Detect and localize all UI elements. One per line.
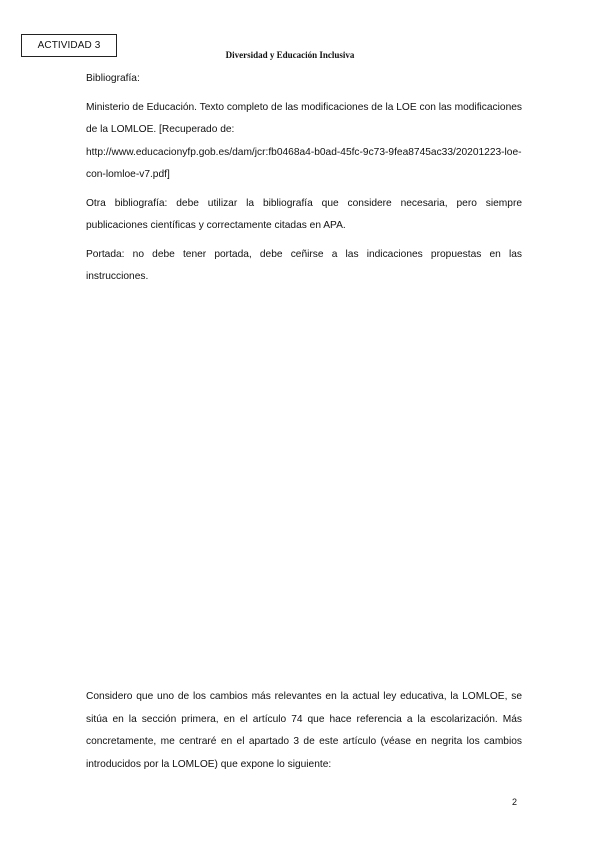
header-title: Diversidad y Educación Inclusiva [225,50,355,60]
activity-label: ACTIVIDAD 3 [21,34,117,57]
body-paragraph: Considero que uno de los cambios más relevantes en la actual ley educativa, la LOMLOE, se sitúa en la sección primera, en el artículo 74 que hace referencia a la escolarización. Más concretamente, me centraré en el apartado 3 de este artículo (véase en negrita los cambios introducidos por la LOMLOE) que expone lo siguiente: [86,691,522,770]
bibliography-section [86,68,522,289]
cover-instructions: Portada: no debe tener portada, debe ceñirse a las indicaciones propuestas en las instrucciones. [86,248,522,282]
page-number: 2 [512,797,518,807]
bibliography-heading: Bibliografía: [86,73,140,84]
other-bibliography: Otra bibliografía: debe utilizar la bibliografía que considere necesaria, pero siempre publicaciones científicas y correctamente citadas en APA. [86,197,522,231]
bibliography-reference-url[interactable]: http://www.educacionyfp.gob.es/dam/jcr:fb0468a4-b0ad-45fc-9c73-9fea8745ac33/20201223-loe-con-lomloe-v7.pdf] [86,146,522,180]
bibliography-reference: Ministerio de Educación. Texto completo de las modificaciones de la LOE con las modificaciones de la LOMLOE. [Recuperado de: [86,101,522,135]
body-section [86,686,522,776]
